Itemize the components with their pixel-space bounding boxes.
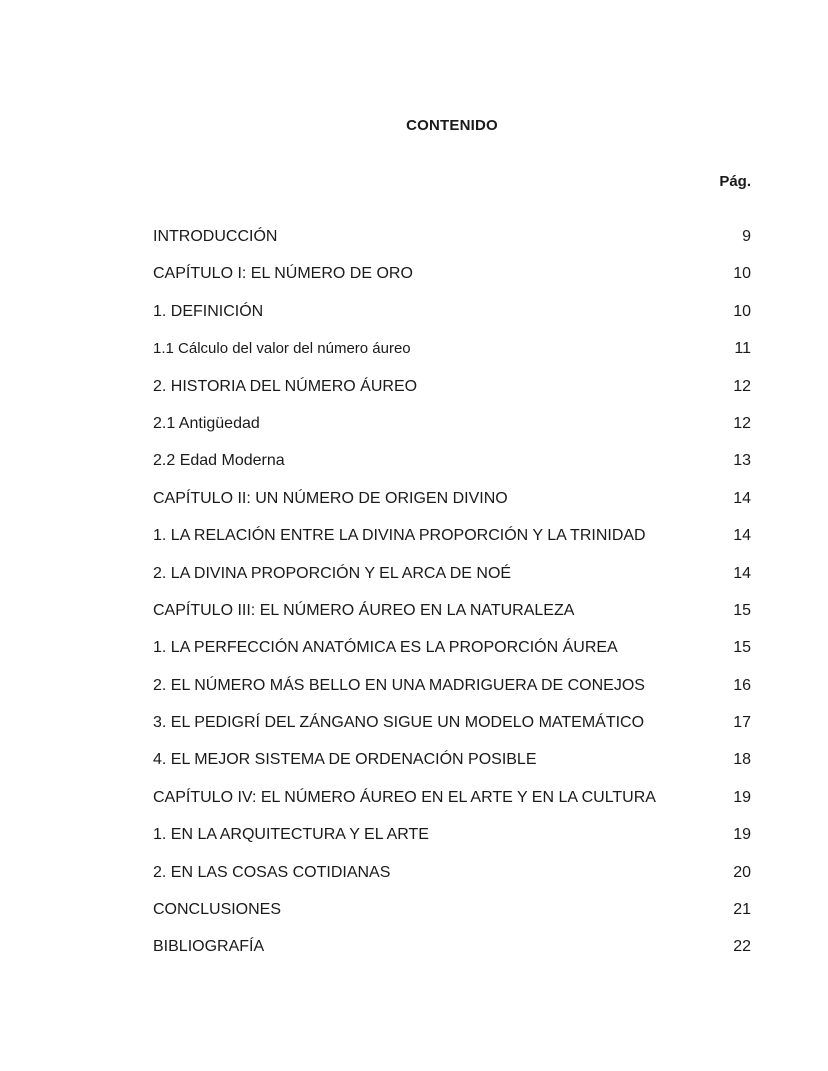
table-of-contents <box>153 227 751 975</box>
toc-entry-page: 14 <box>733 489 751 507</box>
toc-entry <box>153 302 751 339</box>
page-column-header: Pág. <box>719 173 751 190</box>
toc-entry-label: BIBLIOGRAFÍA <box>153 938 265 956</box>
toc-entry-label: 2. LA DIVINA PROPORCIÓN Y EL ARCA DE NOÉ <box>153 564 512 582</box>
toc-entry <box>153 451 751 488</box>
toc-entry <box>153 564 751 601</box>
toc-entry-label: 1.1 Cálculo del valor del número áureo <box>153 340 411 358</box>
toc-entry <box>153 676 751 713</box>
page-title: CONTENIDO <box>406 117 498 134</box>
toc-entry-label: 1. EN LA ARQUITECTURA Y EL ARTE <box>153 826 429 844</box>
toc-entry <box>153 713 751 750</box>
toc-entry-page: 17 <box>733 714 751 732</box>
toc-entry-label: 2. HISTORIA DEL NÚMERO ÁUREO <box>153 377 418 395</box>
toc-entry-label: 1. LA PERFECCIÓN ANATÓMICA ES LA PROPORCIÓN ÁUREA <box>153 639 618 657</box>
toc-entry <box>153 414 751 451</box>
toc-entry-label: 2.2 Edad Moderna <box>153 452 285 470</box>
toc-entry-page: 10 <box>733 302 751 320</box>
toc-entry-label: INTRODUCCIÓN <box>153 228 278 245</box>
toc-entry-page: 16 <box>733 676 751 694</box>
toc-entry <box>153 863 751 900</box>
toc-entry-page: 10 <box>733 265 751 283</box>
toc-entry-label: 4. EL MEJOR SISTEMA DE ORDENACIÓN POSIBLE <box>153 751 537 769</box>
toc-entry <box>153 750 751 787</box>
toc-entry-label: CONCLUSIONES <box>153 901 282 919</box>
toc-entry-page: 21 <box>733 901 751 919</box>
toc-entry-page: 15 <box>733 601 751 619</box>
toc-entry-label: CAPÍTULO IV: EL NÚMERO ÁUREO EN EL ARTE Y EN LA CULTURA <box>153 788 656 806</box>
toc-entry <box>153 339 751 376</box>
toc-entry <box>153 377 751 414</box>
toc-entry <box>153 825 751 862</box>
toc-entry <box>153 788 751 825</box>
toc-entry-page: 22 <box>733 938 751 956</box>
toc-entry <box>153 489 751 526</box>
toc-entry <box>153 227 751 264</box>
toc-entry-page: 11 <box>734 340 751 358</box>
toc-entry-label: 2.1 Antigüedad <box>153 414 260 432</box>
toc-entry-page: 15 <box>733 639 751 657</box>
toc-entry-page: 19 <box>733 788 751 806</box>
toc-entry-page: 14 <box>733 564 751 582</box>
toc-entry <box>153 937 751 974</box>
toc-entry-page: 19 <box>733 826 751 844</box>
toc-entry-label: CAPÍTULO III: EL NÚMERO ÁUREO EN LA NATURALEZA <box>153 601 575 619</box>
toc-entry <box>153 900 751 937</box>
toc-entry-page: 14 <box>733 527 751 545</box>
toc-entry <box>153 526 751 563</box>
toc-entry-label: CAPÍTULO I: EL NÚMERO DE ORO <box>153 265 413 283</box>
toc-entry-page: 13 <box>733 452 751 470</box>
toc-entry-page: 20 <box>733 863 751 881</box>
toc-entry-page: 9 <box>742 228 751 245</box>
toc-entry-label: 1. LA RELACIÓN ENTRE LA DIVINA PROPORCIÓN Y LA TRINIDAD <box>153 527 646 545</box>
toc-entry <box>153 601 751 638</box>
toc-entry-label: 3. EL PEDIGRÍ DEL ZÁNGANO SIGUE UN MODELO MATEMÁTICO <box>153 714 645 732</box>
toc-entry <box>153 264 751 301</box>
toc-entry-page: 18 <box>733 751 751 769</box>
toc-entry-label: 2. EL NÚMERO MÁS BELLO EN UNA MADRIGUERA DE CONEJOS <box>153 676 645 694</box>
toc-entry-label: 1. DEFINICIÓN <box>153 302 264 320</box>
toc-entry-label: 2. EN LAS COSAS COTIDIANAS <box>153 863 391 881</box>
toc-entry <box>153 638 751 675</box>
toc-entry-page: 12 <box>733 414 751 432</box>
toc-entry-label: CAPÍTULO II: UN NÚMERO DE ORIGEN DIVINO <box>153 489 508 507</box>
toc-entry-page: 12 <box>733 377 751 395</box>
